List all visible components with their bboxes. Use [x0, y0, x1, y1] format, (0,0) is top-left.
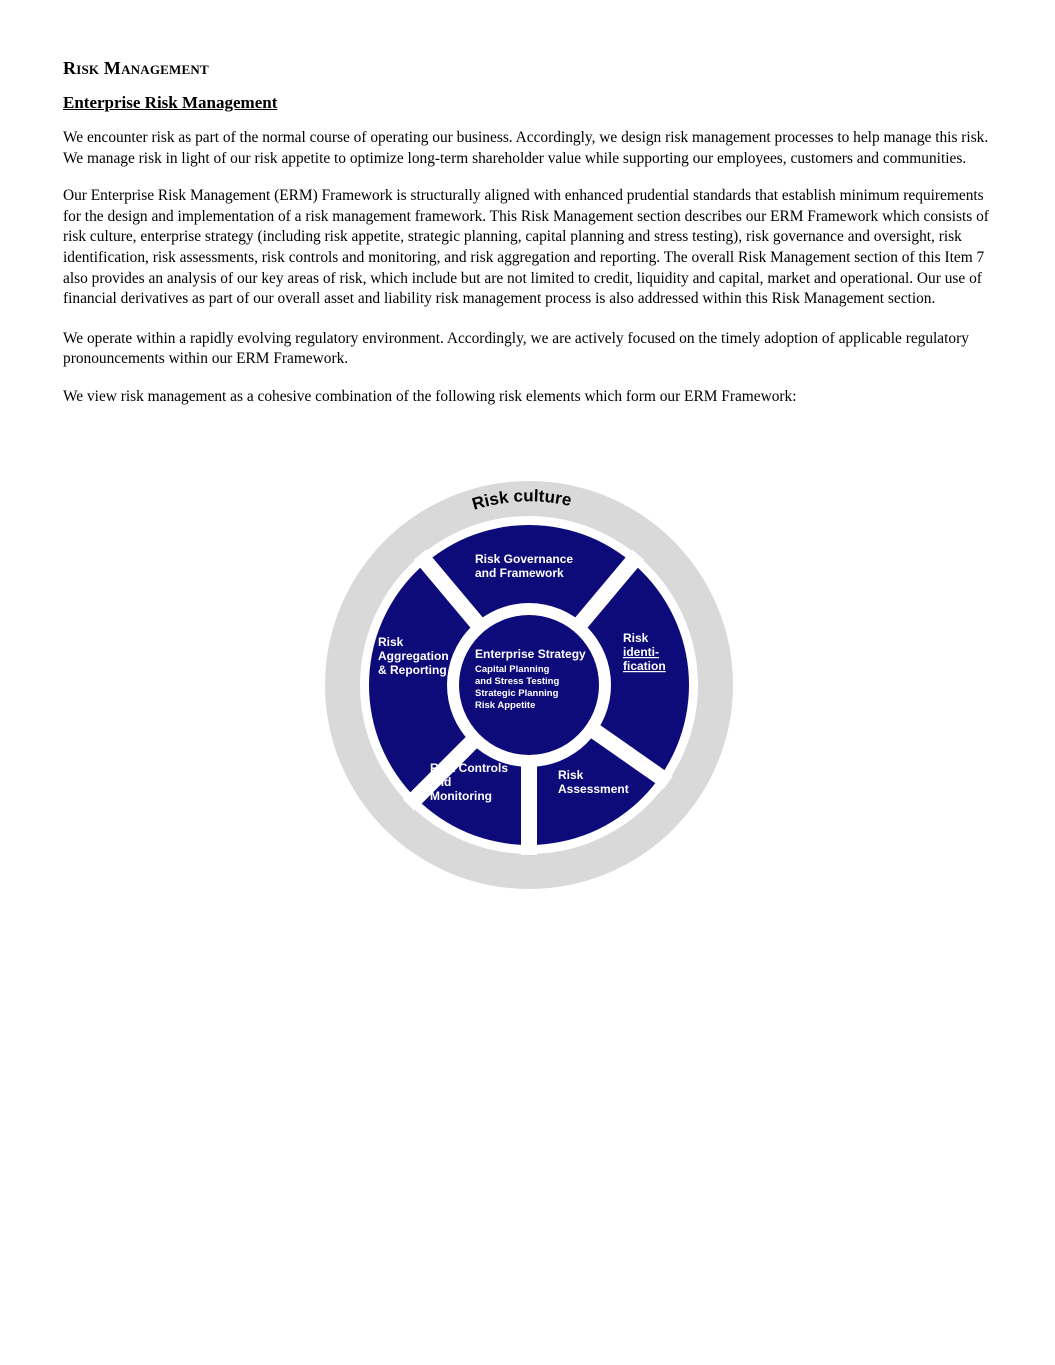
paragraph-regulatory: We operate within a rapidly evolving regulatory environment. Accordingly, we are actively focused on the timely adoption of applicable regulatory pronouncements within our ERM Framework.	[63, 329, 969, 368]
segment-label: Assessment	[558, 782, 629, 796]
segment-label: Risk	[558, 768, 584, 782]
paragraph-intro: We encounter risk as part of the normal course of operating our business. Accordingly, we design risk management processes to help manage this risk. We manage risk in light of our risk appetite to optimize long-term shareholder value while supporting our employees, customers and communities.	[63, 129, 989, 167]
center-title: Enterprise Strategy	[475, 647, 586, 661]
segment-label: fication	[623, 659, 666, 673]
center-item: and Stress Testing	[475, 676, 560, 687]
segment-governance	[475, 552, 573, 580]
segment-label: Risk Controls	[430, 761, 509, 775]
segment-label: Aggregation	[378, 649, 449, 663]
erm-framework-diagram	[320, 475, 735, 895]
center-item: Risk Appetite	[475, 700, 536, 711]
segment-label: Risk	[378, 635, 404, 649]
segment-label: Risk	[623, 631, 649, 645]
segment-label: identi-	[623, 645, 659, 659]
risk-culture-label: Risk culture	[469, 486, 574, 514]
paragraph-erm-framework: Our Enterprise Risk Management (ERM) Framework is structurally aligned with enhanced prudential standards that establish minimum requirements for the design and implementation of a risk management framework. This Risk Management section describes our ERM Framework which consists of risk culture, enterprise strategy (including risk appetite, strategic planning, capital planning and stress testing), risk governance and oversight, risk identification, risk assessments, risk controls and monitoring, and risk aggregation and reporting. The overall Risk Management section of this Item 7 also provides an analysis of our key areas of risk, which include but are not limited to credit, liquidity and capital, market and operational. Our use of financial derivatives as part of our overall asset and liability risk management process is also addressed within this Risk Management section.	[63, 187, 989, 308]
segment-label: & Reporting	[378, 663, 447, 677]
section-subtitle: Enterprise Risk Management	[63, 93, 278, 112]
segment-label: Monitoring	[430, 789, 492, 803]
separator-bottom	[521, 755, 537, 855]
section-title: Risk Management	[63, 58, 209, 78]
center-item: Capital Planning	[475, 664, 550, 675]
center-item: Strategic Planning	[475, 688, 559, 699]
segment-label: Risk Governance	[475, 552, 574, 566]
segment-label: and	[430, 775, 452, 789]
paragraph-risk-elements: We view risk management as a cohesive combination of the following risk elements which form our ERM Framework:	[63, 387, 797, 405]
segment-label: and Framework	[475, 566, 564, 580]
document-page	[63, 58, 993, 425]
